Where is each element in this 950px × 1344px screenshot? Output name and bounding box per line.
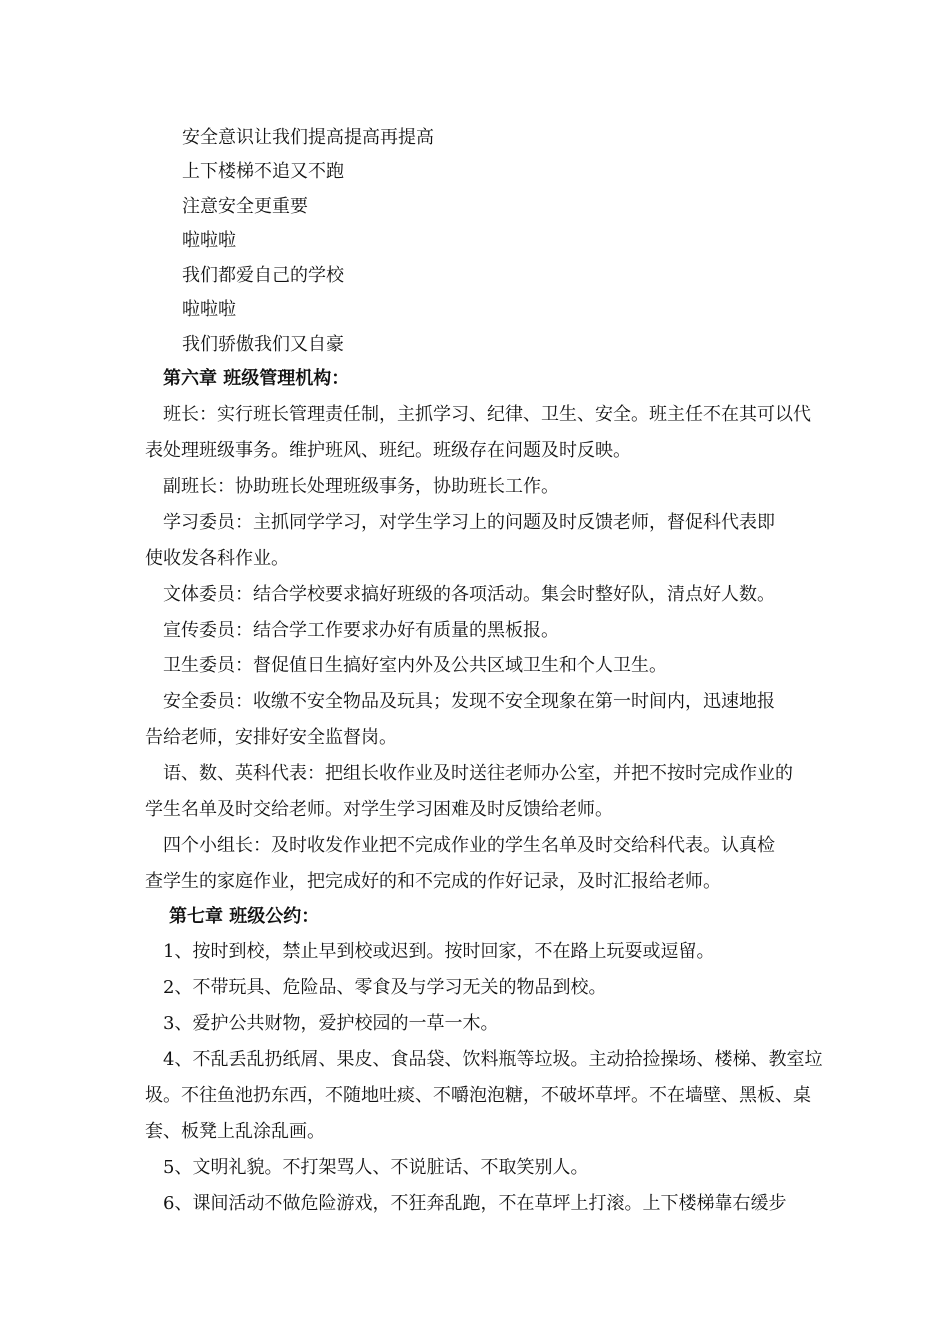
chapter6-paragraph-line: 使收发各科作业。	[145, 548, 289, 569]
chapter6-paragraph-line: 告给老师，安排好安全监督岗。	[145, 727, 397, 748]
chapter7-rule-line: 圾。不往鱼池扔东西，不随地吐痰、不嚼泡泡糖，不破坏草坪。不在墙壁、黑板、桌	[145, 1085, 811, 1106]
chapter6-heading: 第六章 班级管理机构：	[163, 368, 350, 389]
chapter6-paragraph-line: 卫生委员：督促值日生搞好室内外及公共区域卫生和个人卫生。	[163, 655, 667, 676]
chapter7-rule-line: 5、文明礼貌。不打架骂人、不说脏话、不取笑别人。	[163, 1157, 589, 1178]
chapter6-paragraph-line: 查学生的家庭作业，把完成好的和不完成的作好记录，及时汇报给老师。	[145, 871, 721, 892]
song-line: 安全意识让我们提高提高再提高	[182, 127, 434, 148]
chapter7-rule-line: 6、课间活动不做危险游戏，不狂奔乱跑，不在草坪上打滚。上下楼梯靠右缓步	[163, 1193, 787, 1214]
chapter6-paragraph-line: 表处理班级事务。维护班风、班纪。班级存在问题及时反映。	[145, 440, 631, 461]
chapter7-rule-line: 3、爱护公共财物，爱护校园的一草一木。	[163, 1013, 499, 1034]
chapter6-paragraph-line: 语、数、英科代表：把组长收作业及时送往老师办公室，并把不按时完成作业的	[163, 763, 793, 784]
chapter7-rule-line: 4、不乱丢乱扔纸屑、果皮、食品袋、饮料瓶等垃圾。主动拾捡操场、楼梯、教室垃	[163, 1049, 823, 1070]
chapter6-paragraph-line: 副班长：协助班长处理班级事务，协助班长工作。	[163, 476, 559, 497]
chapter6-paragraph-line: 安全委员：收缴不安全物品及玩具；发现不安全现象在第一时间内，迅速地报	[163, 691, 775, 712]
chapter6-paragraph-line: 文体委员：结合学校要求搞好班级的各项活动。集会时整好队，清点好人数。	[163, 584, 775, 605]
chapter7-heading: 第七章 班级公约：	[169, 906, 320, 927]
song-line: 我们骄傲我们又自豪	[182, 334, 344, 355]
chapter6-paragraph-line: 四个小组长：及时收发作业把不完成作业的学生名单及时交给科代表。认真检	[163, 835, 775, 856]
chapter7-rule-line: 2、不带玩具、危险品、零食及与学习无关的物品到校。	[163, 977, 607, 998]
chapter7-rule-line: 1、按时到校，禁止早到校或迟到。按时回家，不在路上玩耍或逗留。	[163, 941, 715, 962]
song-line: 啦啦啦	[182, 299, 236, 320]
chapter6-paragraph-line: 班长：实行班长管理责任制，主抓学习、纪律、卫生、安全。班主任不在其可以代	[163, 404, 811, 425]
chapter6-paragraph-line: 学习委员：主抓同学学习，对学生学习上的问题及时反馈老师，督促科代表即	[163, 512, 775, 533]
song-line: 啦啦啦	[182, 230, 236, 251]
chapter7-rule-line: 套、板凳上乱涂乱画。	[145, 1121, 325, 1142]
chapter6-paragraph-line: 学生名单及时交给老师。对学生学习困难及时反馈给老师。	[145, 799, 613, 820]
song-line: 我们都爱自己的学校	[182, 265, 344, 286]
chapter6-paragraph-line: 宣传委员：结合学工作要求办好有质量的黑板报。	[163, 620, 559, 641]
song-line: 上下楼梯不追又不跑	[182, 161, 344, 182]
song-line: 注意安全更重要	[182, 196, 308, 217]
